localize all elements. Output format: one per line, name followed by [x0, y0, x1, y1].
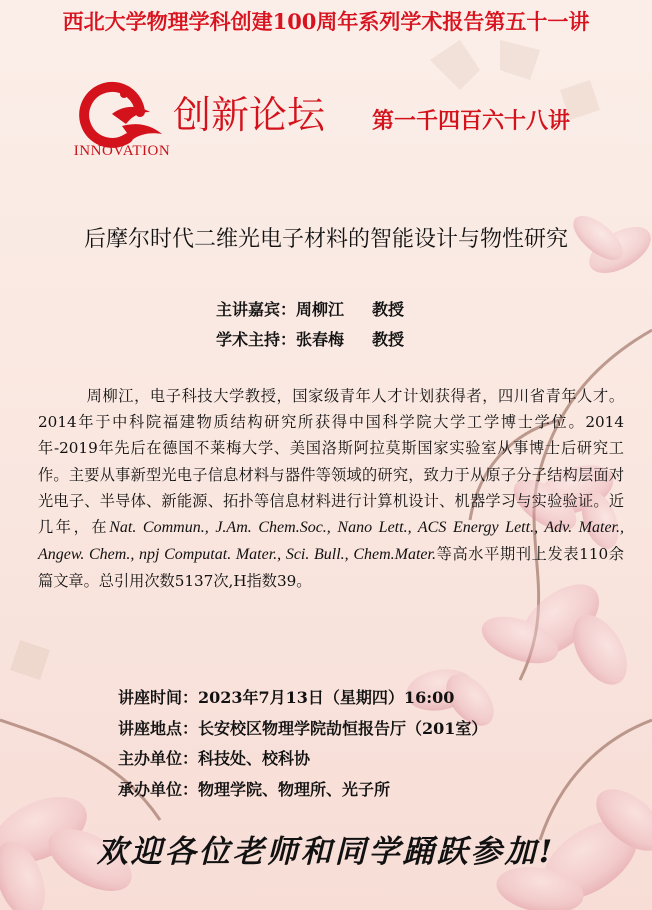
host-name: 张春梅 — [296, 330, 345, 349]
lecture-place: 讲座地点：长安校区物理学院劼恒报告厅（201室） — [118, 718, 488, 738]
forum-name: 创新论坛 — [173, 93, 326, 137]
welcome-message: 欢迎各位老师和同学踊跃参加! — [96, 834, 556, 870]
bio-text-end: 等高水平期刊上发表110余篇文章。总引用次数5137次,H指数39。 — [38, 545, 624, 591]
speaker-line — [216, 297, 404, 320]
host-line — [216, 327, 404, 350]
organizer: 主办单位：科技处、校科协 — [118, 749, 311, 768]
speaker-bio — [38, 383, 624, 595]
host-title: 教授 — [372, 330, 405, 349]
speaker-title: 教授 — [372, 300, 405, 319]
bio-text: 周柳江，电子科技大学教授，国家级青年人才计划获得者，四川省青年人才。2014年于中科院福建物质结构研究所获得中国科学院大学工学博士学位。2014年-2019年先后在德国不莱梅大学、美国洛斯阿拉莫斯国家实验室从事博士后研究工作。主要从事新型光电子信息材料与器件等领域的研究，致力于从原子分子结构层面对光电子、半导体、新能源、拓扑等信息材料进行计算机设计、机器学习与实验验证。近几年，在 — [38, 387, 624, 537]
lecture-time: 讲座时间：2023年7月13日（星期四）16:00 — [118, 688, 455, 707]
series-banner: 西北大学物理学科创建100周年系列学术报告第五十一讲 — [62, 9, 590, 34]
talk-title: 后摩尔时代二维光电子材料的智能设计与物性研究 — [83, 227, 568, 252]
speaker-label: 主讲嘉宾： — [216, 300, 297, 319]
bio-journals: Nat. Commun., J.Am. Chem.Soc., Nano Lett., ACS Energy Lett., Adv. Mater., Angew. Chem., npj Computat. Mater., Sci. Bull., Chem.Mater. — [38, 519, 625, 564]
undertaker: 承办单位：物理学院、物理所、光子所 — [118, 779, 391, 799]
logo-wordmark: INNOVATION — [73, 143, 171, 159]
lecture-number: 第一千四百六十八讲 — [372, 109, 571, 134]
speaker-name: 周柳江 — [296, 300, 345, 319]
lecture-info — [118, 683, 487, 805]
host-label: 学术主持： — [216, 330, 297, 349]
